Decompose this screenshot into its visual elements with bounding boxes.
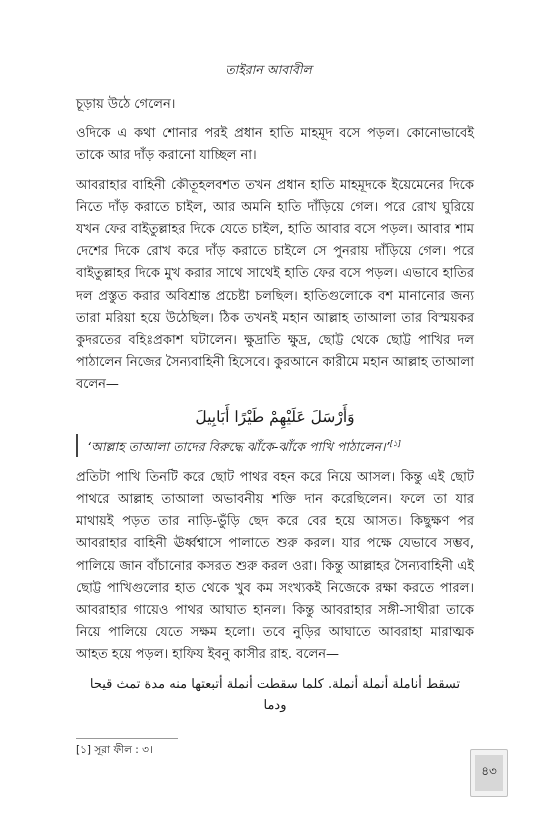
paragraph-1: চূড়ায় উঠে গেলেন। (76, 97, 176, 112)
footnote-reference: [১] (389, 438, 401, 448)
footnote: [১] সূরা ফীল : ৩। (76, 744, 153, 756)
running-title: তাইরান আবাবীল (225, 62, 312, 77)
paragraph-2: ওদিকে এ কথা শোনার পরই প্রধান হাতি মাহমূদ বসে পড়ল। কোনোভাবেই তাকে আর দাঁড় করানো যাচ্ছিল না। (76, 126, 474, 164)
footnote-divider (76, 738, 178, 739)
verse-translation-text: ‘আল্লাহ তাআলা তাদের বিরুদ্ধে ঝাঁকে-ঝাঁকে পাখি পাঠালেন।’ (87, 438, 390, 454)
paragraph-4: প্রতিটা পাখি তিনটি করে ছোট পাথর বহন করে নিয়ে আসল। কিন্তু এই ছোট পাথরে আল্লাহ তাআলা অভাবনীয় শক্তি দান করেছিলেন। ফলে তা যার মাথায়ই পড়ত তার নাড়ি-ভুঁড়ি ছেদ করে বের হয়ে আসত। কিছুক্ষণ পর আবরাহার বাহিনী ঊর্ধ্বশ্বাসে পালাতে শুরু করল। যার পক্ষে যেভাবে সম্ভব, পালিয়ে জান বাঁচানোর কসরত শুরু করল ওরা। কিন্তু আল্লাহর সৈন্যবাহিনী এই ছোট্ট পাখিগুলোর হাত থেকে খুব কম সংখ্যকই নিজেকে রক্ষা করতে পারল। আবরাহার গায়েও পাথর আঘাত হানল। কিন্তু আবরাহার সঙ্গী-সাথীরা তাকে নিয়ে পালিয়ে যেতে সক্ষম হলো। তবে নুড়ির আঘাতে আবরাহা মারাত্মক আহত হয়ে পড়ল। হাফিয ইবনু কাসীর রাহ. বলেন— (76, 469, 474, 663)
paragraph-3: আবরাহার বাহিনী কৌতূহলবশত তখন প্রধান হাতি মাহমূদকে ইয়েমেনের দিকে নিতে দাঁড় করাতে চাইল, আর অমনি হাতি দাঁড়িয়ে গেল। পরে রোখ ঘুরিয়ে যখন ফের বাইতুল্লাহর দিকে যেতে চাইল, হাতি আবার বসে পড়ল। আবার শাম দেশের দিকে রোখ করে দাঁড় করাতে চাইলে সে পুনরায় দাঁড়িয়ে গেল। পরে বাইতুল্লাহর দিকে মুখ করার সাথে সাথেই হাতি ফের বসে পড়ল। এভাবে হাতির দল প্রস্তুত করার অবিশ্রান্ত প্রচেষ্টা চলছিল। হাতিগুলোকে বশ মানানোর জন্য তারা মরিয়া হয়ে উঠেছিল। ঠিক তখনই মহান আল্লাহ তাআলা তার বিস্ময়কর কুদরতের বহিঃপ্রকাশ ঘটালেন। ক্ষুদ্রাতি ক্ষুদ্র, ছোট্ট থেকে ছোট্ট পাখির দল পাঠালেন নিজের সৈন্যবাহিনী হিসেবে। কুরআনে কারীমে মহান আল্লাহ তাআলা বলেন— (76, 177, 474, 393)
page-number: ৪৩ (475, 755, 503, 791)
page-body (76, 94, 474, 716)
verse-translation-quote (76, 434, 474, 457)
arabic-quote: تسقط أناملة أنملة أنملة. كلما سقطت أنملة أتبعتها منه مدة تمث قيحا ودما (89, 676, 461, 713)
quran-verse-arabic: وَأَرْسَلَ عَلَيْهِمْ طَيْرًا أَبَابِيلَ (195, 407, 355, 426)
page-number-box (470, 749, 508, 797)
